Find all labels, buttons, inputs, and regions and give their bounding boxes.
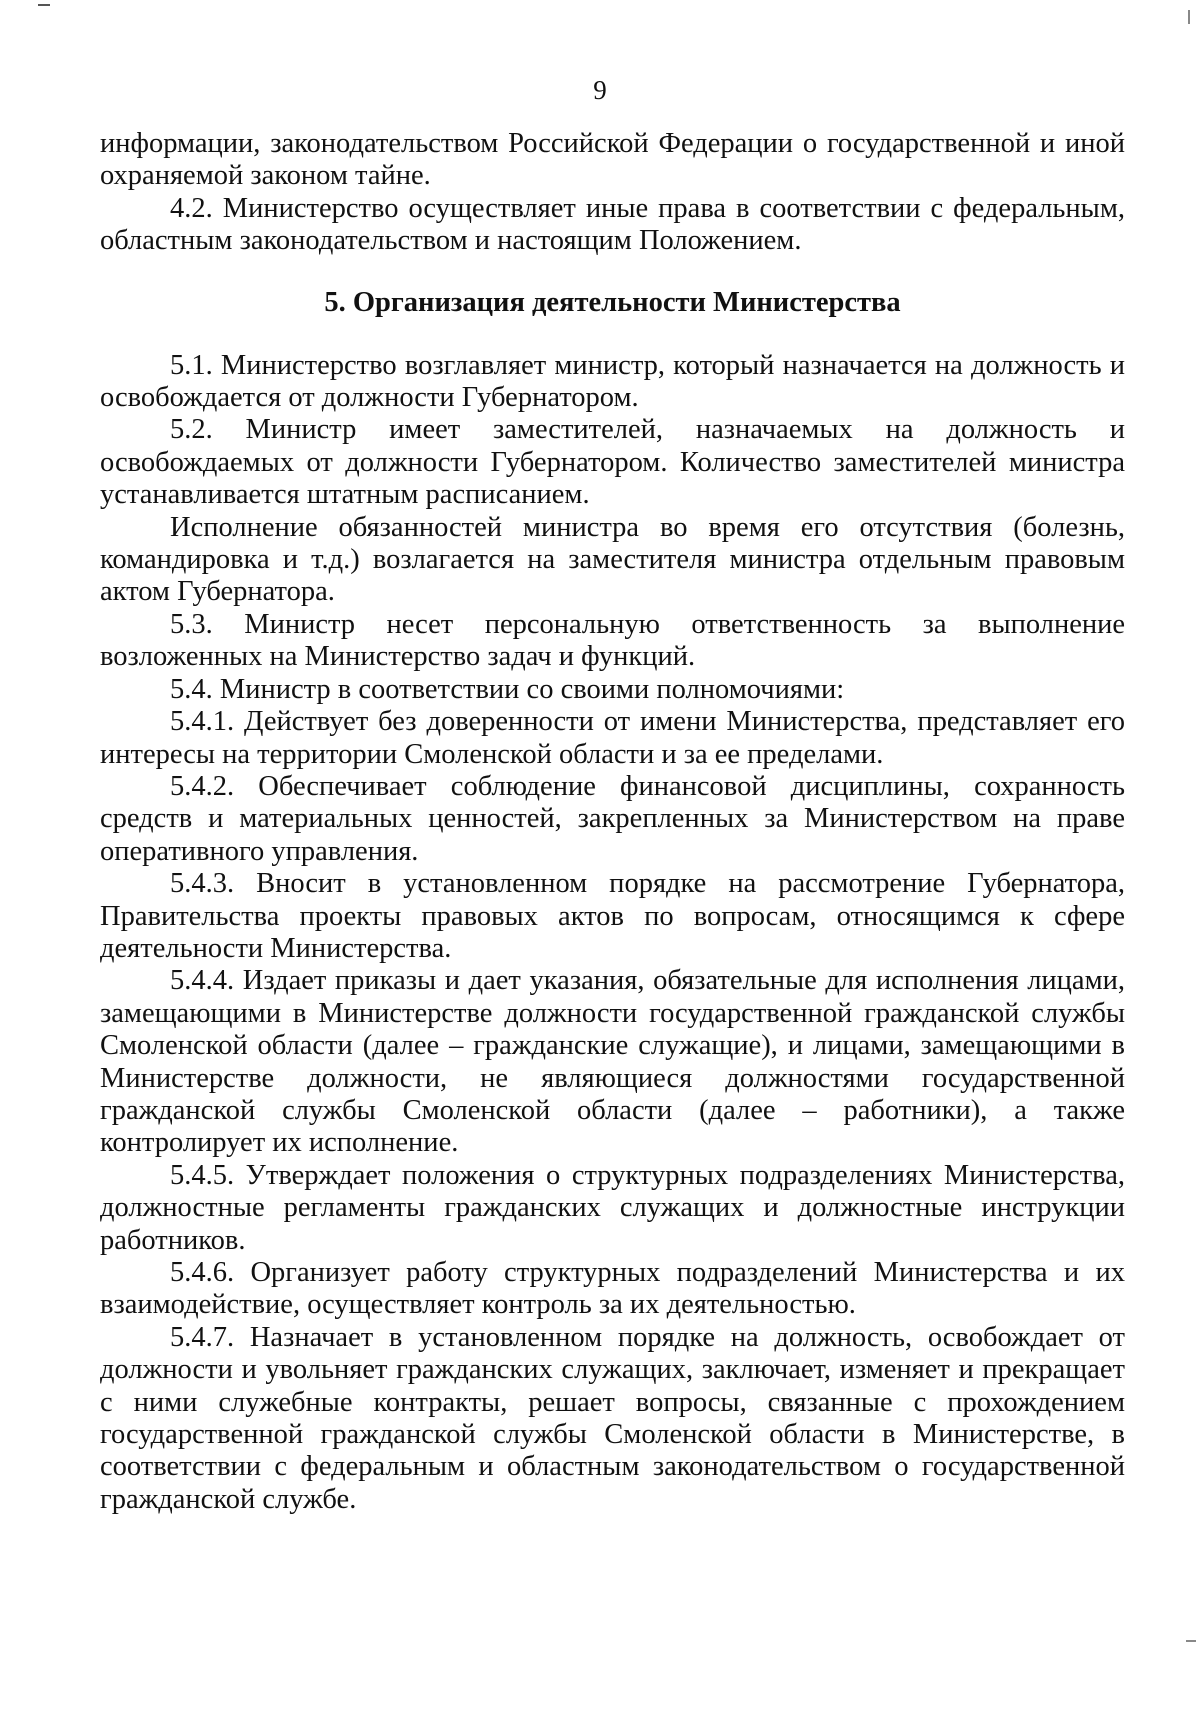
paragraph-4-2: 4.2. Министерство осуществляет иные права в соответствии с федеральным, областным законодательством и настоящим Положением.: [100, 192, 1125, 257]
paragraph-5-4-7: 5.4.7. Назначает в установленном порядке на должность, освобождает от должности и увольняет гражданских служащих, заключает, изменяет и прекращает с ними служебные контракты, решает вопросы, связанные с прохождением государственной гражданской службы Смоленской области в Министерстве, в соответствии с федеральным и областным законодательством о государственной гражданской службе.: [100, 1321, 1125, 1515]
scan-mark-right-top: [1188, 10, 1190, 24]
paragraph-continuation: информации, законодательством Российской Федерации о государственной и иной охраняемой законом тайне.: [100, 128, 1125, 192]
scan-mark-right-bottom: [1186, 1640, 1196, 1642]
page-number: 9: [593, 75, 607, 105]
document-body: [100, 128, 1125, 1516]
paragraph-5-4-3: 5.4.3. Вносит в установленном порядке на рассмотрение Губернатора, Правительства проекты правовых актов по вопросам, относящимся к сфере деятельности Министерства.: [100, 868, 1125, 964]
paragraph-5-4: 5.4. Министр в соответствии со своими полномочиями:: [170, 673, 845, 705]
scan-mark-top-left: [38, 4, 50, 6]
paragraph-5-4-5: 5.4.5. Утверждает положения о структурных подразделениях Министерства, должностные регламенты гражданских служащих и должностные инструкции работников.: [100, 1159, 1125, 1256]
paragraph-5-4-6: 5.4.6. Организует работу структурных подразделений Министерства и их взаимодействие, осуществляет контроль за их деятельностью.: [100, 1257, 1125, 1321]
paragraph-5-1: 5.1. Министерство возглавляет министр, который назначается на должность и освобождается от должности Губернатором.: [100, 349, 1125, 414]
paragraph-5-2-acting: Исполнение обязанностей министра во время его отсутствия (болезнь, командировка и т.д.) возлагается на заместителя министра отдельным правовым актом Губернатора.: [100, 511, 1125, 608]
paragraph-5-4-2: 5.4.2. Обеспечивает соблюдение финансовой дисциплины, сохранность средств и материальных ценностей, закрепленных за Министерством на праве оперативного управления.: [100, 770, 1125, 867]
section-heading: 5. Организация деятельности Министерства: [324, 286, 901, 318]
paragraph-5-3: 5.3. Министр несет персональную ответственность за выполнение возложенных на Министерство задач и функций.: [100, 608, 1125, 673]
paragraph-5-4-1: 5.4.1. Действует без доверенности от имени Министерства, представляет его интересы на территории Смоленской области и за ее пределами.: [100, 706, 1125, 770]
paragraph-5-4-4: 5.4.4. Издает приказы и дает указания, обязательные для исполнения лицами, замещающими в Министерстве должности государственной гражданской службы Смоленской области (далее – гражданские служащие), и лицами, замещающими в Министерстве должности, не являющиеся должностями государственной гражданской службы Смоленской области (далее – работники), а также контролирует их исполнение.: [100, 965, 1125, 1159]
paragraph-5-2: 5.2. Министр имеет заместителей, назначаемых на должность и освобождаемых от должности Губернатором. Количество заместителей министра устанавливается штатным расписанием.: [100, 414, 1125, 511]
